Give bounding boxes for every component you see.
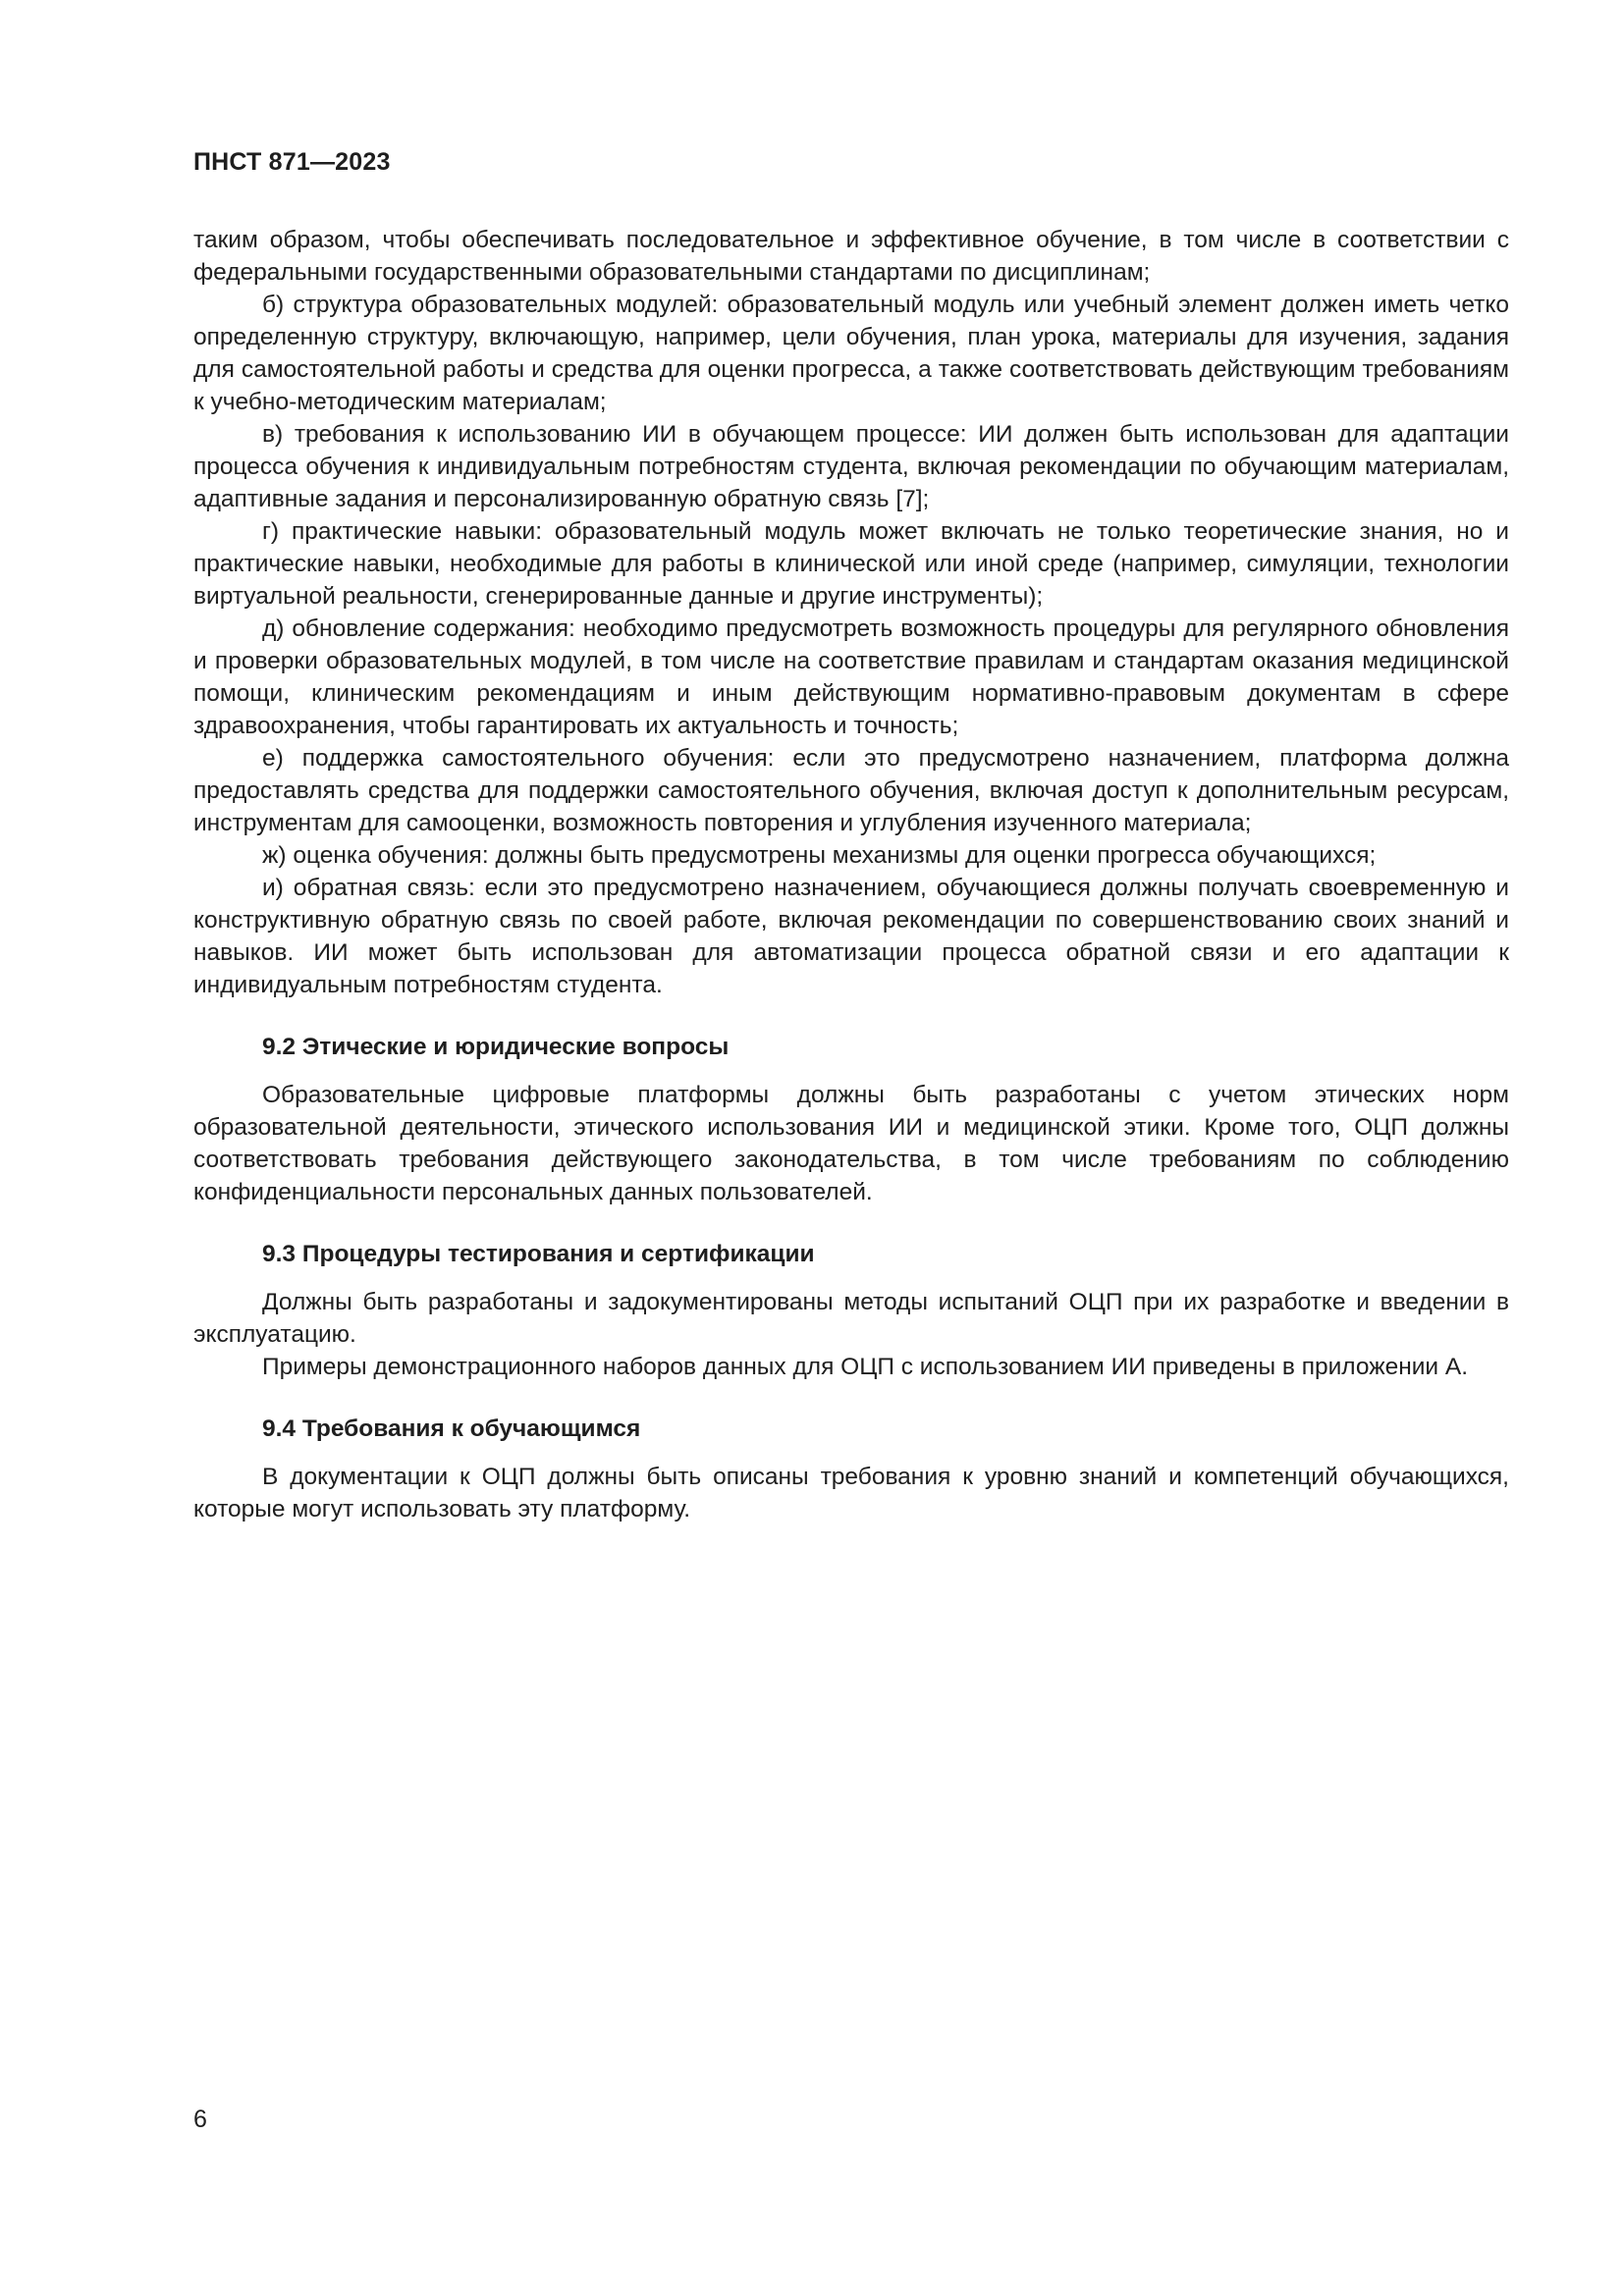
page-number: 6 <box>193 2106 207 2133</box>
section-heading-9-4: 9.4 Требования к обучающимся <box>262 1415 641 1442</box>
list-item-b: б) структура образовательных модулей: образовательный модуль или учебный элемент должен иметь четко определенную структуру, включающую, например, цели обучения, план урока, материалы для изучения, задания для самостоятельной работы и средства для оценки прогресса, а также соответствовать действующим требованиям к учебно-методическим материалам; <box>193 292 1509 415</box>
list-item-d: д) обновление содержания: необходимо предусмотреть возможность процедуры для регулярного обновления и проверки образовательных модулей, в том числе на соответствие правилам и стандартам оказания медицинской помощи, клиническим рекомендациям и иным действующим нормативно-правовым документам в сфере здравоохранения, чтобы гарантировать их актуальность и точность; <box>193 615 1509 739</box>
list-item-v: в) требования к использованию ИИ в обучающем процессе: ИИ должен быть использован для адаптации процесса обучения к индивидуальным потребностям студента, включая рекомендации по обучающим материалам, адаптивные задания и персонализированную обратную связь [7]; <box>193 421 1509 512</box>
list-item-g: г) практические навыки: образовательный модуль может включать не только теоретические знания, но и практические навыки, необходимые для работы в клинической или иной среде (например, симуляции, технологии виртуальной реальности, сгенерированные данные и другие инструменты); <box>193 518 1509 610</box>
paragraph: Примеры демонстрационного наборов данных для ОЦП с использованием ИИ приведены в приложении А. <box>262 1354 1469 1380</box>
list-item-i: и) обратная связь: если это предусмотрено назначением, обучающиеся должны получать своевременную и конструктивную обратную связь по своей работе, включая рекомендации по совершенствованию своих знаний и навыков. ИИ может быть использован для автоматизации процесса обратной связи и его адаптации к индивидуальным потребностям студента. <box>193 875 1509 998</box>
section-heading-9-2: 9.2 Этические и юридические вопросы <box>262 1034 730 1060</box>
paragraph-continuation: таким образом, чтобы обеспечивать последовательное и эффективное обучение, в том числе в соответствии с федеральными государственными образовательными стандартами по дисциплинам; <box>193 227 1509 286</box>
document-code: ПНСТ 871—2023 <box>193 148 391 176</box>
section-heading-9-3: 9.3 Процедуры тестирования и сертификации <box>262 1241 815 1267</box>
paragraph: Образовательные цифровые платформы должны быть разработаны с учетом этических норм образовательной деятельности, этического использования ИИ и медицинской этики. Кроме того, ОЦП должны соответствовать требования действующего законодательства, в том числе требованиям по соблюдению конфиденциальности персональных данных пользователей. <box>193 1082 1509 1205</box>
list-item-e: е) поддержка самостоятельного обучения: если это предусмотрено назначением, платформа должна предоставлять средства для поддержки самостоятельного обучения, включая доступ к дополнительным ресурсам, инструментам для самооценки, возможность повторения и углубления изученного материала; <box>193 745 1509 836</box>
document-body <box>193 224 1509 1525</box>
paragraph: В документации к ОЦП должны быть описаны требования к уровню знаний и компетенций обучающихся, которые могут использовать эту платформу. <box>193 1464 1509 1522</box>
list-item-zh: ж) оценка обучения: должны быть предусмотрены механизмы для оценки прогресса обучающихся; <box>262 842 1377 869</box>
paragraph: Должны быть разработаны и задокументированы методы испытаний ОЦП при их разработке и введении в эксплуатацию. <box>193 1289 1509 1348</box>
